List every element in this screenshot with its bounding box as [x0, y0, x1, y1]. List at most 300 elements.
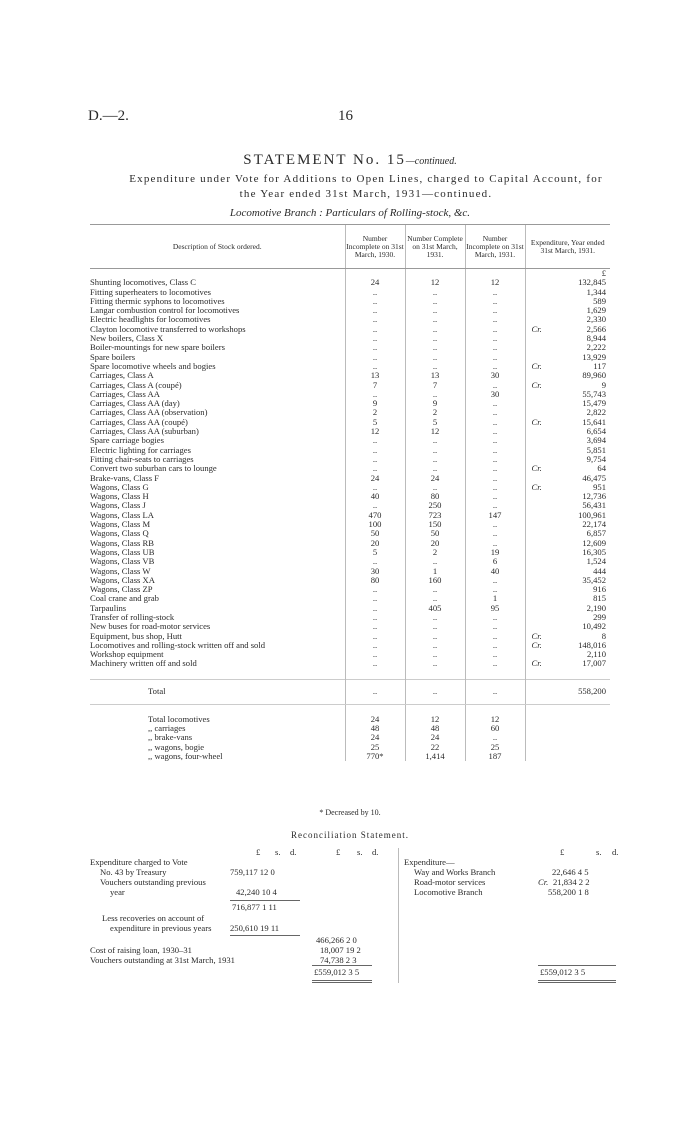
- stock-description: Carriages, Class AA (suburban): [90, 427, 199, 437]
- incomplete-1931: ..: [465, 492, 525, 501]
- expenditure-value: 8: [601, 631, 606, 641]
- rec-header-d-3: d.: [612, 847, 619, 857]
- stock-description: Shunting locomotives, Class C: [90, 278, 196, 288]
- complete-1931: ..: [405, 446, 465, 455]
- incomplete-1930: ..: [345, 613, 405, 622]
- incomplete-1930: 20: [345, 539, 405, 548]
- incomplete-1931: ..: [465, 418, 525, 427]
- rec-rule-right-top: [538, 965, 616, 966]
- incomplete-1931: ..: [465, 529, 525, 538]
- incomplete-1930: 80: [345, 576, 405, 585]
- table-row: [90, 632, 610, 641]
- incomplete-1931: 1: [465, 594, 525, 603]
- table-row: [90, 399, 610, 408]
- incomplete-1930: ..: [345, 632, 405, 641]
- table-row: [90, 474, 610, 483]
- stock-description: Wagons, Class J: [90, 501, 146, 511]
- incomplete-1931: ..: [465, 455, 525, 464]
- incomplete-1931: ..: [465, 613, 525, 622]
- complete-1931: ..: [405, 464, 465, 473]
- expenditure-value: 148,016: [578, 640, 606, 650]
- expenditure-value: 56,431: [582, 501, 606, 511]
- subtitle-line-1: Expenditure under Vote for Additions to Open Lines, charged to Capital Account, for: [129, 173, 603, 185]
- incomplete-1931: ..: [465, 585, 525, 594]
- incomplete-1930: ..: [345, 604, 405, 613]
- incomplete-1931: ..: [465, 399, 525, 408]
- incomplete-1931: ..: [465, 474, 525, 483]
- expenditure-cell: [525, 371, 610, 380]
- table-row: [90, 418, 610, 427]
- expenditure-value: 2,330: [586, 315, 606, 325]
- expenditure-value: 12,609: [582, 538, 606, 548]
- expenditure-value: 35,452: [582, 575, 606, 585]
- stock-description: Wagons, Class H: [90, 492, 149, 502]
- expenditure-cell: [525, 557, 610, 566]
- total-incomplete-1930: ..: [345, 679, 405, 704]
- incomplete-1931: 6: [465, 557, 525, 566]
- incomplete-1931: ..: [465, 427, 525, 436]
- incomplete-1930: ..: [345, 641, 405, 650]
- incomplete-1930: ..: [345, 557, 405, 566]
- complete-1931: ..: [405, 306, 465, 315]
- summary-complete-1931: 12: [405, 715, 465, 724]
- rec-line-recoveries-2: expenditure in previous years: [110, 923, 212, 933]
- stock-description: Tarpaulins: [90, 603, 127, 613]
- incomplete-1930: ..: [345, 343, 405, 352]
- complete-1931: ..: [405, 362, 465, 371]
- expenditure-value: 9: [601, 380, 606, 390]
- reconciliation-title: Reconciliation Statement.: [291, 830, 409, 840]
- table-row: [90, 381, 610, 390]
- stock-description: Wagons, Class VB: [90, 557, 155, 567]
- complete-1931: ..: [405, 325, 465, 334]
- summary-row: [90, 733, 610, 742]
- stock-description: Wagons, Class W: [90, 566, 151, 576]
- complete-1931: ..: [405, 297, 465, 306]
- incomplete-1930: ..: [345, 659, 405, 668]
- stock-description: Wagons, Class RB: [90, 538, 155, 548]
- stock-description: Wagons, Class UB: [90, 547, 155, 557]
- total-incomplete-1931: ..: [465, 679, 525, 704]
- rec-rule-left-top: [312, 965, 372, 966]
- incomplete-1930: ..: [345, 288, 405, 297]
- total-complete-1931: ..: [405, 679, 465, 704]
- expenditure-cell: [525, 455, 610, 464]
- complete-1931: 7: [405, 381, 465, 390]
- incomplete-1931: ..: [465, 576, 525, 585]
- complete-1931: 80: [405, 492, 465, 501]
- table-row: [90, 315, 610, 324]
- summary-incomplete-1930: 25: [345, 743, 405, 752]
- rec-line-vouchers-prev-2: year: [110, 887, 125, 897]
- summary-incomplete-1930: 48: [345, 724, 405, 733]
- complete-1931: 12: [405, 427, 465, 436]
- incomplete-1931: ..: [465, 353, 525, 362]
- expenditure-cell: [525, 297, 610, 306]
- expenditure-cell: [525, 659, 610, 668]
- incomplete-1931: ..: [465, 464, 525, 473]
- expenditure-value: 1,524: [586, 557, 606, 567]
- complete-1931: ..: [405, 353, 465, 362]
- incomplete-1930: ..: [345, 353, 405, 362]
- stock-description: Wagons, Class ZP: [90, 585, 153, 595]
- rec-line-recoveries: Less recoveries on account of: [102, 913, 205, 923]
- rec-header-s-2: s.: [357, 847, 363, 857]
- table-row: [90, 297, 610, 306]
- expenditure-cell: [525, 604, 610, 613]
- credit-marker: Cr.: [531, 417, 542, 427]
- incomplete-1931: ..: [465, 641, 525, 650]
- rec-total-vouchers-out: 74,738 2 3: [320, 955, 357, 965]
- expenditure-value: 8,944: [586, 334, 606, 344]
- statement-title-continued: —continued.: [405, 156, 457, 167]
- complete-1931: ..: [405, 557, 465, 566]
- stock-description: Wagons, Class M: [90, 520, 151, 530]
- expenditure-cell: [525, 353, 610, 362]
- stock-description: Machinery written off and sold: [90, 659, 197, 669]
- incomplete-1930: ..: [345, 297, 405, 306]
- expenditure-value: 9,754: [586, 454, 606, 464]
- incomplete-1931: ..: [465, 650, 525, 659]
- table-row: [90, 390, 610, 399]
- rec-header-d: d.: [290, 847, 297, 857]
- expenditure-cell: [525, 427, 610, 436]
- rec-value-recoveries: 250,610 19 11: [230, 923, 280, 933]
- table-row: [90, 278, 610, 287]
- expenditure-cell: [525, 362, 610, 371]
- table-row: [90, 343, 610, 352]
- complete-1931: 2: [405, 408, 465, 417]
- table-row: [90, 539, 610, 548]
- stock-description: Electric headlights for locomotives: [90, 315, 211, 325]
- complete-1931: 13: [405, 371, 465, 380]
- incomplete-1930: ..: [345, 334, 405, 343]
- summary-incomplete-1930: 770*: [345, 752, 405, 761]
- stock-description: New boilers, Class X: [90, 334, 164, 344]
- credit-marker: Cr.: [531, 324, 542, 334]
- summary-row: [90, 752, 610, 761]
- footnote: * Decreased by 10.: [319, 808, 381, 817]
- incomplete-1930: ..: [345, 325, 405, 334]
- expenditure-value: 13,929: [582, 352, 606, 362]
- complete-1931: 1: [405, 567, 465, 576]
- expenditure-cell: [525, 632, 610, 641]
- expenditure-value: 17,007: [582, 659, 606, 669]
- stock-description: Locomotives and rolling-stock written off and sold: [90, 640, 266, 650]
- incomplete-1931: 19: [465, 548, 525, 557]
- complete-1931: ..: [405, 390, 465, 399]
- table-row: [90, 446, 610, 455]
- table-row: [90, 306, 610, 315]
- expenditure-cell: [525, 474, 610, 483]
- table-row: [90, 613, 610, 622]
- rec-header-pound-2: £: [336, 847, 341, 857]
- complete-1931: ..: [405, 659, 465, 668]
- expenditure-cell: [525, 325, 610, 334]
- rec-header-pound: £: [256, 847, 261, 857]
- credit-marker: Cr.: [531, 361, 542, 371]
- expenditure-cell: [525, 436, 610, 445]
- incomplete-1930: ..: [345, 446, 405, 455]
- stock-description: Spare boilers: [90, 352, 136, 362]
- expenditure-value: 299: [593, 612, 606, 622]
- expenditure-cell: [525, 418, 610, 427]
- rec-value-subtotal: 716,877 1 11: [232, 902, 277, 912]
- stock-description: Langar combustion control for locomotives: [90, 306, 240, 316]
- incomplete-1930: 30: [345, 567, 405, 576]
- rec-value-vote: 759,117 12 0: [230, 867, 275, 877]
- rec-locomotive-branch: Locomotive Branch: [414, 887, 483, 897]
- col-header-complete-1931: Number Complete on 31st March, 1931.: [405, 225, 465, 269]
- rec-rule-left-bottom-2: [312, 982, 372, 983]
- summary-complete-1931: 1,414: [405, 752, 465, 761]
- complete-1931: 160: [405, 576, 465, 585]
- statement-title-main: STATEMENT No. 15: [243, 152, 406, 168]
- expenditure-cell: [525, 492, 610, 501]
- expenditure-value: 2,566: [586, 324, 606, 334]
- incomplete-1931: ..: [465, 446, 525, 455]
- table-row: [90, 408, 610, 417]
- stock-description: Wagons, Class LA: [90, 510, 154, 520]
- table-row: [90, 325, 610, 334]
- incomplete-1931: ..: [465, 622, 525, 631]
- incomplete-1930: ..: [345, 585, 405, 594]
- expenditure-value: 6,857: [586, 529, 606, 539]
- summary-incomplete-1931: 12: [465, 715, 525, 724]
- table-row: [90, 464, 610, 473]
- stock-description: Wagons, Class Q: [90, 529, 149, 539]
- incomplete-1930: ..: [345, 455, 405, 464]
- expenditure-cell: [525, 650, 610, 659]
- rec-total-net: 466,266 2 0: [316, 935, 357, 945]
- table-row: [90, 353, 610, 362]
- summary-label: ,, wagons, bogie: [148, 742, 205, 752]
- summary-complete-1931: 24: [405, 733, 465, 742]
- incomplete-1930: 5: [345, 548, 405, 557]
- rec-grand-total-right: £559,012 3 5: [540, 967, 586, 977]
- summary-complete-1931: 48: [405, 724, 465, 733]
- complete-1931: 405: [405, 604, 465, 613]
- spacer-row: [90, 669, 610, 680]
- expenditure-value: 444: [593, 566, 606, 576]
- table-row: [90, 371, 610, 380]
- incomplete-1930: ..: [345, 436, 405, 445]
- rec-line-vote-2: No. 43 by Treasury: [100, 867, 167, 877]
- incomplete-1930: ..: [345, 594, 405, 603]
- incomplete-1930: 24: [345, 474, 405, 483]
- incomplete-1931: 40: [465, 567, 525, 576]
- statement-subtitle: [86, 172, 646, 202]
- rec-rule-left-bottom: [312, 980, 372, 981]
- expenditure-cell: [525, 641, 610, 650]
- currency-symbol: £: [525, 269, 610, 279]
- rec-header-pound-3: £: [560, 847, 565, 857]
- rec-header-s: s.: [275, 847, 281, 857]
- expenditure-cell: [525, 483, 610, 492]
- credit-marker: Cr.: [531, 464, 542, 474]
- rec-way-works: Way and Works Branch: [414, 867, 496, 877]
- expenditure-cell: [525, 390, 610, 399]
- rec-rule-2: [230, 935, 300, 936]
- incomplete-1931: ..: [465, 343, 525, 352]
- incomplete-1930: ..: [345, 390, 405, 399]
- rec-rule-right-bottom-2: [538, 982, 616, 983]
- table-row: [90, 520, 610, 529]
- table-row: [90, 585, 610, 594]
- incomplete-1930: 13: [345, 371, 405, 380]
- expenditure-value: 10,492: [582, 622, 606, 632]
- stock-description: Fitting thermic syphons to locomotives: [90, 296, 225, 306]
- incomplete-1930: 100: [345, 520, 405, 529]
- credit-marker: Cr.: [531, 631, 542, 641]
- incomplete-1930: 9: [345, 399, 405, 408]
- stock-description: Fitting superheaters to locomotives: [90, 287, 212, 297]
- stock-description: Spare locomotive wheels and bogies: [90, 361, 216, 371]
- summary-complete-1931: 22: [405, 743, 465, 752]
- complete-1931: 12: [405, 278, 465, 287]
- incomplete-1930: ..: [345, 362, 405, 371]
- complete-1931: ..: [405, 641, 465, 650]
- summary-row: [90, 743, 610, 752]
- spacer-row: [90, 704, 610, 715]
- expenditure-cell: [525, 288, 610, 297]
- stock-description: Wagons, Class G: [90, 482, 149, 492]
- rec-expenditure-heading: Expenditure—: [404, 857, 455, 867]
- table-row: [90, 622, 610, 631]
- incomplete-1930: ..: [345, 483, 405, 492]
- expenditure-value: 815: [593, 594, 606, 604]
- stock-description: Coal crane and grab: [90, 594, 159, 604]
- table-row: [90, 436, 610, 445]
- rec-line-vouchers-out: Vouchers outstanding at 31st March, 1931: [90, 955, 235, 965]
- complete-1931: ..: [405, 613, 465, 622]
- summary-empty: [525, 743, 610, 752]
- expenditure-cell: [525, 520, 610, 529]
- table-row: [90, 594, 610, 603]
- summary-incomplete-1931: ..: [465, 733, 525, 742]
- stock-description: Carriages, Class AA (observation): [90, 408, 208, 418]
- expenditure-value: 100,961: [578, 510, 606, 520]
- stock-description: Brake-vans, Class F: [90, 473, 159, 483]
- stock-description: Clayton locomotive transferred to workshops: [90, 324, 246, 334]
- stock-description: Carriages, Class AA: [90, 389, 160, 399]
- incomplete-1931: ..: [465, 632, 525, 641]
- expenditure-cell: [525, 622, 610, 631]
- expenditure-cell: [525, 539, 610, 548]
- complete-1931: ..: [405, 632, 465, 641]
- reconciliation-statement: [90, 848, 690, 968]
- stock-description: Wagons, Class XA: [90, 575, 155, 585]
- incomplete-1930: 2: [345, 408, 405, 417]
- rec-line-loan: Cost of raising loan, 1930–31: [90, 945, 192, 955]
- stock-description: Convert two suburban cars to lounge: [90, 464, 217, 474]
- incomplete-1930: ..: [345, 501, 405, 510]
- stock-description: Fitting chair-seats to carriages: [90, 454, 194, 464]
- table-row: [90, 501, 610, 510]
- expenditure-cell: [525, 381, 610, 390]
- incomplete-1931: ..: [465, 288, 525, 297]
- complete-1931: ..: [405, 315, 465, 324]
- table-row: [90, 455, 610, 464]
- summary-empty: [525, 752, 610, 761]
- complete-1931: ..: [405, 622, 465, 631]
- expenditure-cell: [525, 334, 610, 343]
- complete-1931: ..: [405, 650, 465, 659]
- incomplete-1931: ..: [465, 306, 525, 315]
- credit-marker: Cr.: [531, 482, 542, 492]
- summary-empty: [525, 724, 610, 733]
- incomplete-1930: 470: [345, 511, 405, 520]
- complete-1931: ..: [405, 288, 465, 297]
- expenditure-value: 89,960: [582, 371, 606, 381]
- complete-1931: ..: [405, 594, 465, 603]
- summary-label: Total locomotives: [148, 714, 210, 724]
- incomplete-1931: 147: [465, 511, 525, 520]
- complete-1931: ..: [405, 343, 465, 352]
- complete-1931: 5: [405, 418, 465, 427]
- credit-marker: Cr.: [531, 640, 542, 650]
- summary-empty: [525, 715, 610, 724]
- incomplete-1930: ..: [345, 650, 405, 659]
- rec-line-vouchers-prev: Vouchers outstanding previous: [100, 877, 206, 887]
- incomplete-1930: 40: [345, 492, 405, 501]
- table-row: [90, 650, 610, 659]
- expenditure-value: 117: [593, 361, 606, 371]
- expenditure-cell: [525, 315, 610, 324]
- subtitle-line-2: the Year ended 31st March, 1931—continued.: [239, 188, 493, 200]
- complete-1931: 723: [405, 511, 465, 520]
- expenditure-cell: [525, 464, 610, 473]
- expenditure-value: 2,110: [586, 650, 606, 660]
- incomplete-1931: ..: [465, 436, 525, 445]
- expenditure-value: 15,641: [582, 417, 606, 427]
- table-row: [90, 641, 610, 650]
- total-label: Total: [90, 679, 345, 704]
- complete-1931: 50: [405, 529, 465, 538]
- complete-1931: ..: [405, 585, 465, 594]
- expenditure-value: 5,851: [586, 445, 606, 455]
- stock-description: Transfer of rolling-stock: [90, 612, 175, 622]
- table-row: [90, 529, 610, 538]
- expenditure-value: 22,174: [582, 520, 606, 530]
- branch-heading: Locomotive Branch : Particulars of Rolling-stock, &c.: [229, 207, 471, 219]
- complete-1931: ..: [405, 334, 465, 343]
- incomplete-1930: 12: [345, 427, 405, 436]
- rec-road-motor-cr: Cr.: [538, 877, 549, 887]
- credit-marker: Cr.: [531, 659, 542, 669]
- page-number: 16: [338, 108, 353, 124]
- summary-incomplete-1930: 24: [345, 715, 405, 724]
- stock-description: Equipment, bus shop, Hutt: [90, 631, 182, 641]
- summary-empty: [525, 733, 610, 742]
- table-row: [90, 557, 610, 566]
- summary-incomplete-1931: 187: [465, 752, 525, 761]
- total-expenditure: 558,200: [525, 679, 610, 704]
- incomplete-1931: ..: [465, 659, 525, 668]
- expenditure-value: 916: [593, 585, 606, 595]
- incomplete-1930: 24: [345, 278, 405, 287]
- summary-incomplete-1931: 25: [465, 743, 525, 752]
- table-row: [90, 288, 610, 297]
- incomplete-1931: 30: [465, 390, 525, 399]
- incomplete-1931: ..: [465, 539, 525, 548]
- expenditure-cell: [525, 501, 610, 510]
- expenditure-cell: [525, 408, 610, 417]
- incomplete-1931: 95: [465, 604, 525, 613]
- complete-1931: ..: [405, 455, 465, 464]
- complete-1931: 150: [405, 520, 465, 529]
- expenditure-value: 64: [597, 464, 606, 474]
